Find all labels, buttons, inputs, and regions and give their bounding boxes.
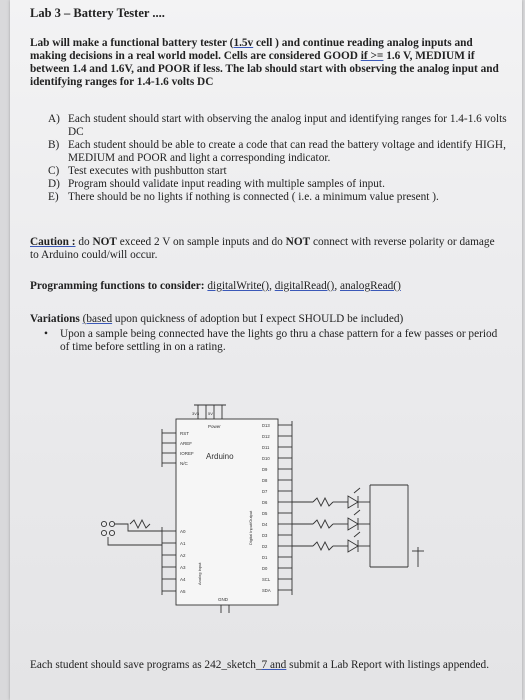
side-label-digital: Digital Input/Output: [248, 510, 253, 545]
pin-label-analog: A1: [180, 541, 186, 546]
pin-label-5v: 5V: [208, 411, 213, 416]
pin-label-analog: A3: [180, 565, 186, 570]
pin-label-digital: D7: [262, 489, 268, 494]
pin-label-digital: D10: [262, 456, 270, 461]
pin-label-left: N/C: [180, 461, 188, 466]
side-label-analog: Analog Input: [197, 562, 202, 585]
pin-label-digital: D13: [262, 423, 270, 428]
caution-note: Caution : do NOT exceed 2 V on sample inputs and do NOT connect with reverse polarity or damage to Arduino could/will occur.: [30, 236, 495, 261]
programming-functions: Programming functions to consider: digitalWrite(), digitalRead(), analogRead(): [30, 280, 401, 292]
pin-label-digital: D5: [262, 511, 268, 516]
gnd-label: GND: [218, 597, 228, 602]
list-item: A) Each student should start with observing the analog input and identifying ranges for 1.4-1.6 volts DC: [48, 113, 507, 138]
board-label: Arduino: [206, 452, 234, 461]
pin-label-analog: A2: [180, 553, 186, 558]
page-title: Lab 3 – Battery Tester ....: [30, 6, 165, 20]
pin-label-analog: A5: [180, 589, 186, 594]
power-label: Power: [208, 424, 221, 429]
requirements-list: [48, 113, 508, 204]
pushbutton-terminal: [109, 530, 114, 535]
pushbutton-terminal: [101, 530, 106, 535]
list-item: D) Program should validate input reading with multiple samples of input.: [48, 178, 385, 190]
pin-label-digital: D11: [262, 445, 270, 450]
pin-label-digital: D12: [262, 434, 270, 439]
pin-label-left: IOREF: [180, 451, 194, 456]
pin-label-digital: SCL: [262, 577, 271, 582]
pin-label-3v3: 3V3: [192, 411, 200, 416]
intro-paragraph: Lab will make a functional battery tester (1.5v cell ) and continue reading analog inputs and making decisions in a real world model. Cells are considered GOOD if >= 1.6 V, MEDIUM if between 1.4 and 1.6V, and POOR if less. The lab should start with observing the analog input and identifying ranges for 1.4-1.6 volts DC: [30, 37, 499, 88]
variation-bullet: • Upon a sample being connected have the lights go thru a chase pattern for a few passes or period of time before settling in on a rating.: [44, 328, 498, 353]
variations-heading: Variations (based upon quickness of adoption but I expect SHOULD be included): [30, 313, 404, 325]
footer-note: Each student should save programs as 242_sketch_7 and submit a Lab Report with listings appended.: [30, 659, 490, 671]
pushbutton-terminal: [101, 521, 106, 526]
pin-label-digital: D6: [262, 500, 268, 505]
pin-label-analog: A4: [180, 577, 186, 582]
pin-label-digital: SDA: [262, 588, 271, 593]
arduino-schematic: [98, 395, 443, 615]
pin-label-digital: D2: [262, 544, 268, 549]
pin-label-digital: D8: [262, 478, 268, 483]
pin-label-digital: D9: [262, 467, 268, 472]
list-item: E) There should be no lights if nothing is connected ( i.e. a minimum value present ).: [48, 191, 439, 203]
pin-label-digital: D4: [262, 522, 268, 527]
pushbutton-terminal: [109, 521, 114, 526]
pin-label-digital: D1: [262, 555, 268, 560]
pin-label-digital: D3: [262, 533, 268, 538]
list-item: B) Each student should be able to create a code that can read the battery voltage and identify HIGH, MEDIUM and POOR and light a corresponding indicator.: [48, 139, 506, 164]
pin-label-left: AREF: [180, 441, 193, 446]
pin-label-left: RST: [180, 431, 189, 436]
list-item: C) Test executes with pushbutton start: [48, 165, 227, 177]
pin-label-analog: A0: [180, 529, 186, 534]
bullet-icon: •: [44, 328, 48, 340]
pin-label-digital: D0: [262, 566, 268, 571]
